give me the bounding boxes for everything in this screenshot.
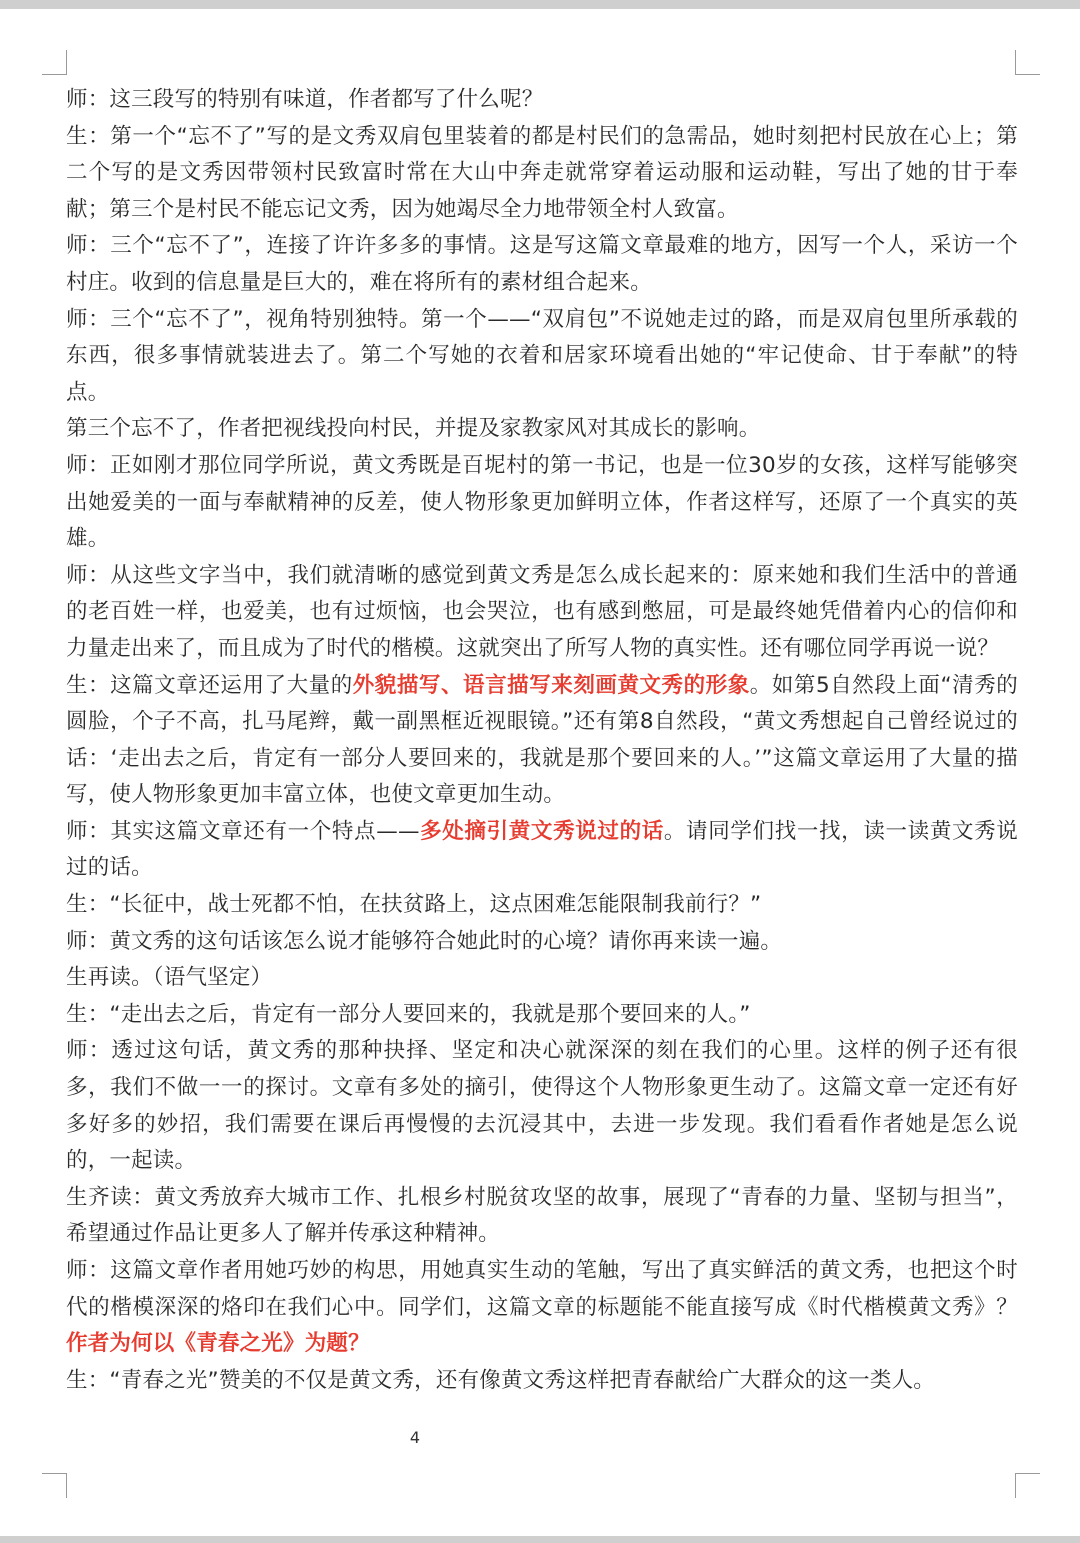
top-edge: [0, 0, 1080, 9]
paragraph: [66, 887, 1018, 924]
text-run: 第三个忘不了，作者把视线投向村民，并提及家教家风对其成长的影响。: [66, 416, 761, 442]
paragraph: [66, 302, 1018, 412]
bottom-edge: [0, 1536, 1080, 1543]
paragraph: [66, 997, 1018, 1034]
crop-mark-bottom-right: [1015, 1473, 1040, 1498]
paragraph: [66, 668, 1018, 814]
paragraph: [66, 1180, 1018, 1253]
paragraph: [66, 1363, 1018, 1400]
text-run: 师：从这些文字当中，我们就清晰的感觉到黄文秀是怎么成长起来的：原来她和我们生活中的普通的老百姓一样，也爱美，也有过烦恼，也会哭泣，也有感到憋屈，可是最终她凭借着内心的信仰和力量走出来了，而且成为了时代的楷模。这就突出了所写人物的真实性。还有哪位同学再说一说？: [66, 562, 1018, 661]
text-run: 生：“走出去之后，肯定有一部分人要回来的，我就是那个要回来的人。”: [66, 1001, 751, 1027]
text-run: 生再读。（语气坚定）: [66, 965, 273, 991]
document-body: [66, 82, 1018, 1399]
text-run: 师：其实这篇文章还有一个特点——: [66, 818, 420, 844]
text-run: 师：这三段写的特别有味道，作者都写了什么呢？: [66, 87, 544, 112]
paragraph: [66, 82, 1018, 119]
crop-mark-top-left: [42, 50, 67, 75]
text-run: 生：这篇文章还运用了大量的: [66, 672, 353, 698]
paragraph: [66, 1253, 1018, 1363]
text-run: 生：第一个“忘不了”写的是文秀双肩包里装着的都是村民们的急需品，她时刻把村民放在心上；第二个写的是文秀因带领村民致富时常在大山中奔走就常穿着运动服和运动鞋，写出了她的甘于奉献；第三个是村民不能忘记文秀，因为她竭尽全力地带领全村人致富。: [66, 123, 1018, 222]
paragraph: [66, 228, 1018, 301]
paragraph: [66, 960, 1018, 997]
paragraph: [66, 814, 1018, 887]
text-run: 生：“长征中，战士死都不怕，在扶贫路上，这点困难怎能限制我前行？”: [66, 892, 762, 918]
paragraph: [66, 119, 1018, 229]
text-run: 师：三个“忘不了”，连接了许许多多的事情。这是写这篇文章最难的地方，因写一个人，采访一个村庄。收到的信息量是巨大的，难在将所有的素材组合起来。: [66, 233, 1018, 295]
paragraph: [66, 558, 1018, 668]
text-run: 。请同学们找一找，读一读黄文秀说过的话。: [66, 818, 1019, 881]
crop-mark-bottom-left: [42, 1473, 67, 1498]
text-run: 师：正如刚才那位同学所说，黄文秀既是百坭村的第一书记，也是一位30岁的女孩，这样写能够突出她爱美的一面与奉献精神的反差，使人物形象更加鲜明立体，作者这样写，还原了一个真实的英雄。: [66, 452, 1018, 552]
text-run: 师：三个“忘不了”，视角特别独特。第一个——“双肩包”不说她走过的路，而是双肩包里所承载的东西，很多事情就装进去了。第二个写她的衣着和居家环境看出她的“牢记使命、甘于奉献”的特点。: [66, 306, 1018, 405]
paragraph: [66, 924, 1018, 961]
text-run: 生齐读：黄文秀放弃大城市工作、扎根乡村脱贫攻坚的故事，展现了“青春的力量、坚韧与担当”，希望通过作品让更多人了解并传承这种精神。: [66, 1184, 1018, 1247]
paragraph: [66, 411, 1018, 448]
page-number: 4: [409, 1428, 421, 1447]
paragraph: [66, 1033, 1018, 1179]
highlighted-text: 作者为何以《青春之光》为题？: [66, 1331, 370, 1357]
text-run: 师：黄文秀的这句话该怎么说才能够符合她此时的心境？请你再来读一遍。: [66, 928, 783, 954]
paragraph: [66, 448, 1018, 558]
text-run: 生：“青春之光”赞美的不仅是黄文秀，还有像黄文秀这样把青春献给广大群众的这一类人。: [66, 1367, 935, 1393]
text-run: 。如第5自然段上面“清秀的圆脸，个子不高，扎马尾辫，戴一副黑框近视眼镜。”还有第8自然段，“黄文秀想起自己曾经说过的话：‘走出去之后，肯定有一部分人要回来的，我就是那个要回来的人。’”这篇文章运用了大量的描写，使人物形象更加丰富立体，也使文章更加生动。: [66, 672, 1019, 808]
text-run: 师：这篇文章作者用她巧妙的构思，用她真实生动的笔触，写出了真实鲜活的黄文秀，也把这个时代的楷模深深的烙印在我们心中。同学们，这篇文章的标题能不能直接写成《时代楷模黄文秀》？: [66, 1258, 1018, 1320]
text-run: 师：透过这句话，黄文秀的那种抉择、坚定和决心就深深的刻在我们的心里。这样的例子还有很多，我们不做一一的探讨。文章有多处的摘引，使得这个人物形象更生动了。这篇文章一定还有好多好多的妙招，我们需要在课后再慢慢的去沉浸其中，去进一步发现。我们看看作者她是怎么说的，一起读。: [66, 1038, 1018, 1174]
highlighted-text: 外貌描写、语言描写来刻画黄文秀的形象: [352, 672, 750, 698]
highlighted-text: 多处摘引黄文秀说过的话: [419, 818, 664, 844]
crop-mark-top-right: [1015, 50, 1040, 75]
